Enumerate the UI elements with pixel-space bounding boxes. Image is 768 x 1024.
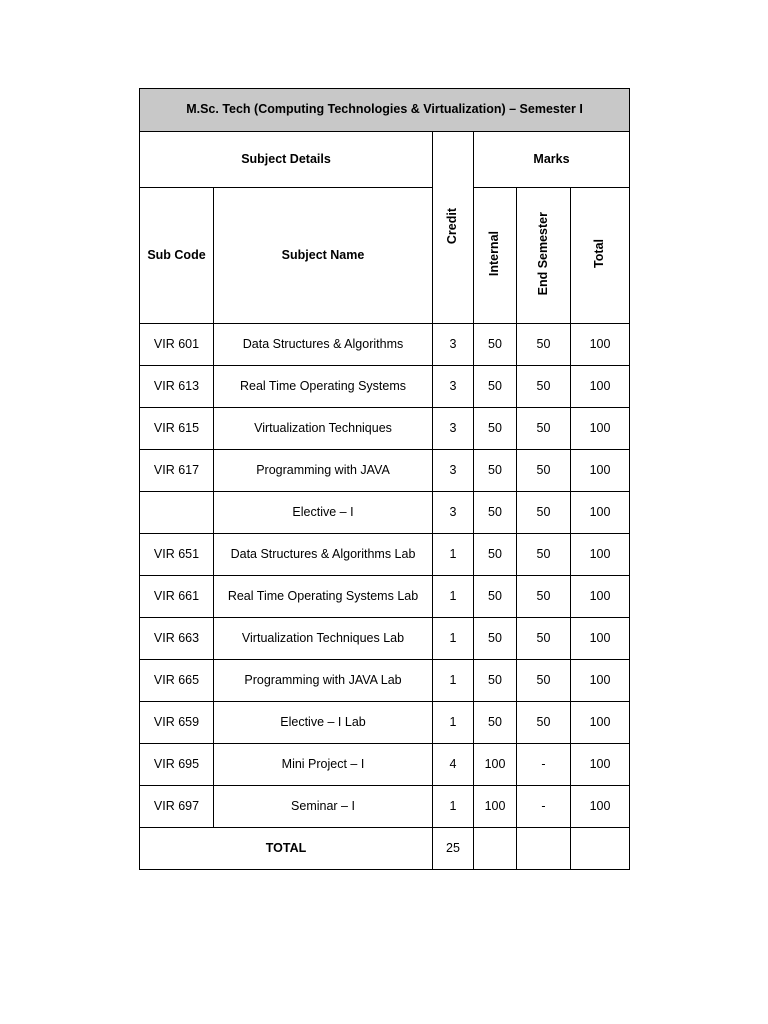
internal-marks-cell: 100: [474, 786, 517, 828]
credit-cell: 1: [433, 534, 474, 576]
credit-cell: 1: [433, 576, 474, 618]
end-semester-marks-cell: 50: [517, 660, 571, 702]
internal-marks-cell: 50: [474, 534, 517, 576]
internal-marks-cell: 50: [474, 450, 517, 492]
internal-marks-cell: 100: [474, 744, 517, 786]
internal-marks-cell: 50: [474, 576, 517, 618]
header-row-1: [140, 132, 630, 188]
total-marks-cell: 100: [571, 702, 630, 744]
table-row: [140, 660, 630, 702]
subject-name-cell: Virtualization Techniques: [214, 408, 433, 450]
end-semester-marks-cell: 50: [517, 366, 571, 408]
credit-cell: 1: [433, 702, 474, 744]
table-row: [140, 366, 630, 408]
sub-code-cell: VIR 661: [140, 576, 214, 618]
subject-name-cell: Programming with JAVA: [214, 450, 433, 492]
credit-cell: 3: [433, 366, 474, 408]
end-semester-marks-cell: 50: [517, 576, 571, 618]
internal-marks-cell: 50: [474, 324, 517, 366]
end-semester-header: [517, 188, 571, 324]
end-semester-header-label: End Semester: [535, 211, 550, 296]
subject-name-cell: Elective – I Lab: [214, 702, 433, 744]
subject-details-header: Subject Details: [140, 132, 433, 188]
total-row: [140, 828, 630, 870]
end-semester-marks-cell: 50: [517, 324, 571, 366]
credit-cell: 3: [433, 408, 474, 450]
internal-marks-cell: 50: [474, 492, 517, 534]
subject-name-cell: Data Structures & Algorithms Lab: [214, 534, 433, 576]
sub-code-cell: VIR 697: [140, 786, 214, 828]
internal-marks-cell: 50: [474, 702, 517, 744]
end-semester-marks-cell: 50: [517, 702, 571, 744]
sub-code-cell: VIR 613: [140, 366, 214, 408]
subject-name-cell: Real Time Operating Systems Lab: [214, 576, 433, 618]
credit-cell: 1: [433, 618, 474, 660]
sub-code-cell: VIR 663: [140, 618, 214, 660]
sub-code-cell: VIR 651: [140, 534, 214, 576]
table-row: [140, 702, 630, 744]
sub-code-cell: VIR 665: [140, 660, 214, 702]
empty-cell: [571, 828, 630, 870]
total-marks-cell: 100: [571, 492, 630, 534]
total-marks-cell: 100: [571, 660, 630, 702]
total-marks-cell: 100: [571, 786, 630, 828]
table-row: [140, 324, 630, 366]
subject-name-header: Subject Name: [214, 188, 433, 324]
total-header-label: Total: [592, 239, 607, 269]
subject-name-cell: Virtualization Techniques Lab: [214, 618, 433, 660]
sub-code-cell: VIR 659: [140, 702, 214, 744]
total-marks-cell: 100: [571, 450, 630, 492]
sub-code-cell: VIR 617: [140, 450, 214, 492]
table-row: [140, 534, 630, 576]
internal-marks-cell: 50: [474, 660, 517, 702]
total-label: TOTAL: [140, 828, 433, 870]
sub-code-cell: VIR 695: [140, 744, 214, 786]
credit-cell: 1: [433, 786, 474, 828]
total-header: [571, 188, 630, 324]
end-semester-marks-cell: -: [517, 786, 571, 828]
empty-cell: [474, 828, 517, 870]
sub-code-cell: VIR 601: [140, 324, 214, 366]
total-credit-cell: 25: [433, 828, 474, 870]
table-row: [140, 618, 630, 660]
end-semester-marks-cell: 50: [517, 492, 571, 534]
total-marks-cell: 100: [571, 534, 630, 576]
curriculum-table: [139, 88, 630, 870]
subject-name-cell: Mini Project – I: [214, 744, 433, 786]
sub-code-cell: VIR 615: [140, 408, 214, 450]
sub-code-cell: [140, 492, 214, 534]
internal-header: [474, 188, 517, 324]
total-marks-cell: 100: [571, 576, 630, 618]
credit-cell: 4: [433, 744, 474, 786]
table-row: [140, 786, 630, 828]
internal-marks-cell: 50: [474, 618, 517, 660]
header-row-2: [140, 188, 630, 324]
subject-name-cell: Elective – I: [214, 492, 433, 534]
end-semester-marks-cell: 50: [517, 408, 571, 450]
subject-name-cell: Programming with JAVA Lab: [214, 660, 433, 702]
credit-cell: 3: [433, 324, 474, 366]
credit-cell: 3: [433, 450, 474, 492]
sub-code-header: Sub Code: [140, 188, 214, 324]
internal-marks-cell: 50: [474, 366, 517, 408]
subject-name-cell: Seminar – I: [214, 786, 433, 828]
end-semester-marks-cell: 50: [517, 534, 571, 576]
marks-header: Marks: [474, 132, 630, 188]
table-row: [140, 492, 630, 534]
credit-header-label: Credit: [445, 207, 460, 244]
credit-cell: 1: [433, 660, 474, 702]
table-row: [140, 450, 630, 492]
total-marks-cell: 100: [571, 408, 630, 450]
total-marks-cell: 100: [571, 618, 630, 660]
internal-marks-cell: 50: [474, 408, 517, 450]
table-title: M.Sc. Tech (Computing Technologies & Virtualization) – Semester I: [140, 89, 630, 132]
internal-header-label: Internal: [487, 231, 502, 277]
title-row: [140, 89, 630, 132]
subject-name-cell: Real Time Operating Systems: [214, 366, 433, 408]
table-row: [140, 408, 630, 450]
table-row: [140, 744, 630, 786]
credit-header: [433, 132, 474, 324]
end-semester-marks-cell: 50: [517, 618, 571, 660]
total-marks-cell: 100: [571, 324, 630, 366]
total-marks-cell: 100: [571, 744, 630, 786]
table-row: [140, 576, 630, 618]
subject-name-cell: Data Structures & Algorithms: [214, 324, 433, 366]
total-marks-cell: 100: [571, 366, 630, 408]
credit-cell: 3: [433, 492, 474, 534]
end-semester-marks-cell: -: [517, 744, 571, 786]
empty-cell: [517, 828, 571, 870]
end-semester-marks-cell: 50: [517, 450, 571, 492]
